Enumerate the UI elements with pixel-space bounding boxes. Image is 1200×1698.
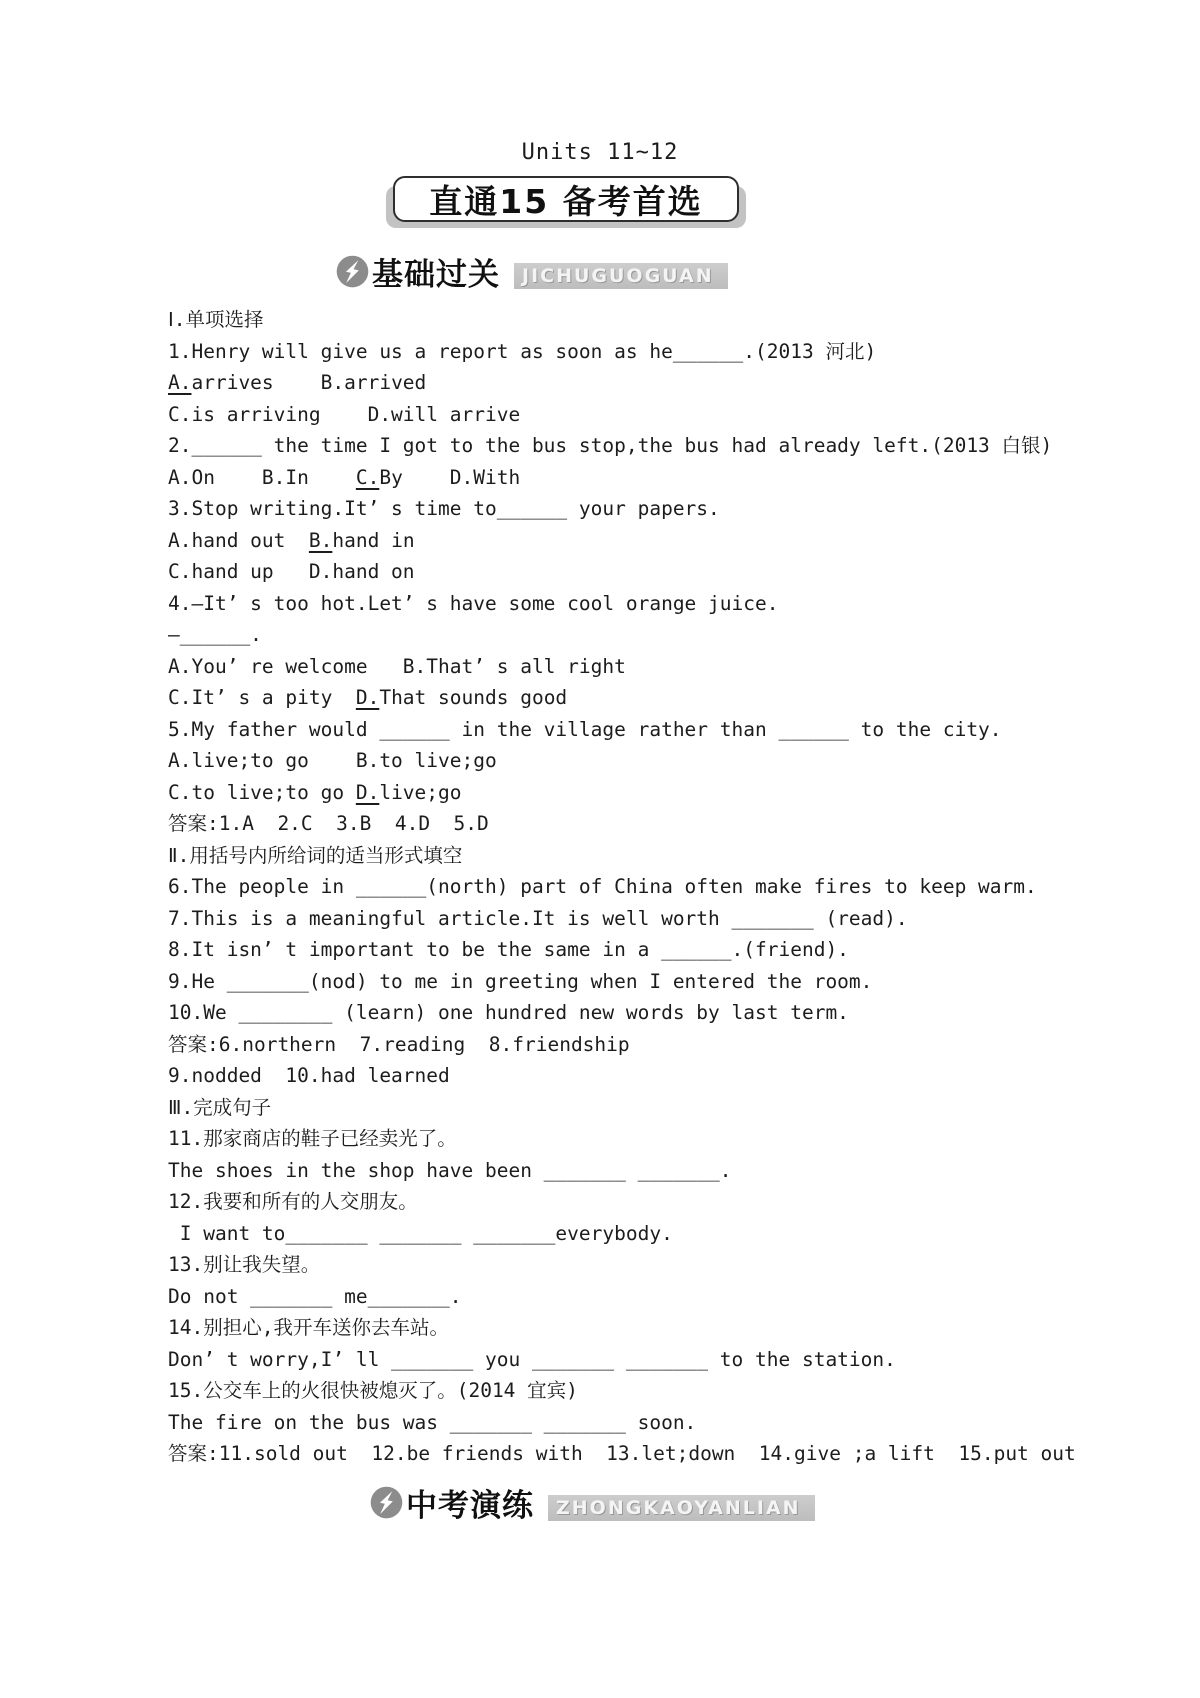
worksheet-line [168,714,1178,746]
line-text: Ⅱ.用括号内所给词的适当形式填空 [168,843,463,867]
line-text: Do not _______ me_______. [168,1284,462,1308]
line-text: Don’ t worry,I’ ll _______ you _______ _______ to the station. [168,1347,896,1371]
worksheet-line [168,493,1178,525]
worksheet-line [168,462,1178,494]
line-text: 答案:11.sold out 12.be friends with 13.let;down 14.give ;a lift 15.put out [168,1442,1076,1465]
worksheet-line [168,777,1178,809]
line-text: C.is arriving D.will arrive [168,402,521,426]
worksheet-line [168,1344,1178,1376]
line-text: Ⅲ.完成句子 [168,1095,272,1119]
banner-box [393,176,739,222]
worksheet-line [168,934,1178,966]
line-text: 4.—It’ s too hot.Let’ s have some cool orange juice. [168,591,779,615]
worksheet-line [168,336,1178,368]
worksheet-line [168,808,1178,840]
line-text: A.hand out [168,528,309,552]
worksheet-line [168,1438,1178,1470]
worksheet-line [168,966,1178,998]
worksheet-line [168,1249,1178,1281]
section-pinyin: ZHONGKAOYANLIAN [548,1495,815,1521]
line-text: 13.别让我失望。 [168,1253,321,1276]
answer-letter-underlined: B. [308,528,333,552]
worksheet-line [168,525,1178,557]
section-title: 基础过关 [372,256,500,293]
worksheet-body [168,304,1178,1470]
line-text: 答案:6.northern 7.reading 8.friendship [168,1032,630,1056]
line-text: A.You’ re welcome B.That’ s all right [168,654,626,678]
line-text: 9.nodded 10.had learned [168,1064,450,1087]
worksheet-line [168,1060,1178,1092]
line-text: 12.我要和所有的人交朋友。 [168,1190,418,1213]
worksheet-line [168,367,1178,399]
worksheet-line [168,1281,1178,1313]
line-text: 3.Stop writing.It’ s time to______ your papers. [168,497,720,520]
line-text: 9.He _______(nod) to me in greeting when I entered the room. [168,969,873,993]
line-text: live;go [379,780,462,804]
worksheet-line [168,997,1178,1029]
line-text: A.On B.In [168,465,356,489]
worksheet-line [168,1155,1178,1187]
worksheet-line [168,1186,1178,1218]
arrow-badge-icon [336,255,369,288]
worksheet-line [168,399,1178,431]
worksheet-line [168,745,1178,777]
line-text: 答案:1.A 2.C 3.B 4.D 5.D [168,812,489,835]
banner-title: 直通15 备考首选 [429,181,703,221]
section-title: 中考演练 [406,1488,534,1524]
worksheet-line [168,588,1178,620]
answer-letter-underlined: D. [355,686,380,709]
line-text: hand in [332,528,415,552]
worksheet-line [168,1312,1178,1344]
line-text: 11.那家商店的鞋子已经卖光了。 [168,1127,457,1150]
line-text: The fire on the bus was _______ _______ soon. [168,1410,697,1434]
worksheet-line [168,1407,1178,1439]
line-text: 15.公交车上的火很快被熄灭了。(2014 宜宾) [168,1379,578,1402]
line-text: 10.We ________ (learn) one hundred new words by last term. [168,1001,849,1024]
line-text: The shoes in the shop have been _______ _______. [168,1158,732,1182]
section-header-basics [336,252,1200,293]
line-text: C.It’ s a pity [168,686,356,709]
unit-title: Units 11~12 [521,140,679,165]
answer-letter-underlined: D. [355,780,380,804]
line-text: Ⅰ.单项选择 [168,308,264,331]
line-text: C.hand up D.hand on [168,560,415,583]
worksheet-line [168,1029,1178,1061]
line-text: 8.It isn’ t important to be the same in a ______.(friend). [168,938,849,961]
worksheet-line [168,871,1178,903]
line-text: —______. [168,623,262,646]
worksheet-line [168,1092,1178,1124]
section-header-exam [370,1484,1200,1522]
line-text: By D.With [379,465,521,489]
worksheet-line [168,840,1178,872]
line-text: 14.别担心,我开车送你去车站。 [168,1316,449,1339]
line-text: arrives B.arrived [191,371,427,394]
line-text: 1.Henry will give us a report as soon as he______.(2013 河北) [168,339,877,363]
worksheet-line [168,651,1178,683]
worksheet-line [168,1218,1178,1250]
line-text: 6.The people in ______(north) part of China often make fires to keep warm. [168,875,1037,898]
worksheet-line [168,1375,1178,1407]
worksheet-line [168,556,1178,588]
worksheet-line [168,1123,1178,1155]
line-text: 5.My father would ______ in the village rather than ______ to the city. [168,717,1002,741]
line-text: A.live;to go B.to live;go [168,749,497,772]
line-text: I want to_______ _______ _______everybody. [168,1221,673,1245]
line-text: That sounds good [379,686,568,709]
worksheet-line [168,682,1178,714]
line-text: 2.______ the time I got to the bus stop,the bus had already left.(2013 白银) [168,434,1053,457]
line-text: C.to live;to go [168,780,356,804]
worksheet-line [168,903,1178,935]
worksheet-line [168,430,1178,462]
worksheet-line [168,304,1178,336]
arrow-badge-icon [370,1486,403,1519]
section-pinyin: JICHUGUOGUAN [514,263,728,289]
answer-letter-underlined: C. [355,465,380,489]
line-text: 7.This is a meaningful article.It is well worth _______ (read). [168,906,908,930]
answer-letter-underlined: A. [168,371,192,394]
worksheet-line [168,619,1178,651]
